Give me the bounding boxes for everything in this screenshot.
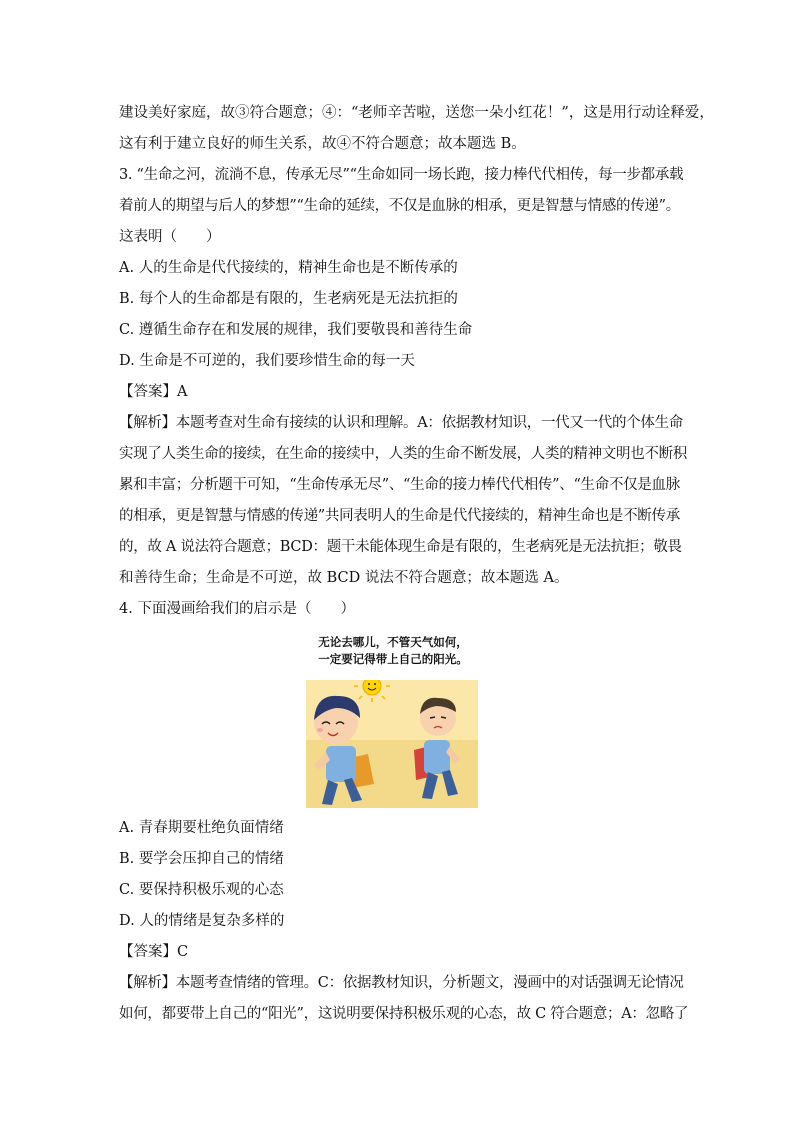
option-b: B. 要学会压抑自己的情绪	[119, 851, 284, 867]
answer-label: 【答案】A	[119, 384, 188, 400]
option-a: A. 青春期要杜绝负面情绪	[119, 820, 284, 836]
question-3-stem: 3. “生命之河，流淌不息，传承无尽”“生命如同一场长跑，接力棒代代相传，每一步都承载	[119, 167, 684, 183]
option-b: B. 每个人的生命都是有限的，生老病死是无法抗拒的	[119, 291, 458, 307]
comic-caption-line1: 无论去哪儿，不管天气如何，	[318, 635, 468, 649]
option-c: C. 要保持积极乐观的心态	[119, 882, 284, 898]
analysis-text: 累和丰富；分析题干可知，“生命传承无尽”、“生命的接力棒代代相传”、“生命不仅是血脉	[119, 477, 680, 493]
option-d: D. 生命是不可逆的，我们要珍惜生命的每一天	[119, 353, 415, 369]
text-line: 建设美好家庭，故③符合题意；④：“老师辛苦啦，送您一朵小红花！”，这是用行动诠释爱，	[119, 105, 714, 121]
comic-panel	[306, 680, 478, 808]
answer-label: 【答案】C	[119, 944, 189, 960]
text-line: 着前人的期望与后人的梦想”“生命的延续，不仅是血脉的相承，更是智慧与情感的传递”。	[119, 198, 680, 214]
text-line: 这有利于建立良好的师生关系，故④不符合题意；故本题选 B。	[119, 136, 526, 152]
option-d: D. 人的情绪是复杂多样的	[119, 913, 285, 929]
comic-illustration	[300, 628, 486, 810]
analysis-text: 的相承，更是智慧与情感的传递”共同表明人的生命是代代接续的，精神生命也是不断传承	[119, 508, 680, 524]
option-c: C. 遵循生命存在和发展的规律，我们要敬畏和善待生命	[119, 322, 473, 338]
analysis-text: 【解析】本题考查情绪的管理。C：依据教材知识，分析题文，漫画中的对话强调无论情况	[119, 975, 684, 991]
analysis-text: 【解析】本题考查对生命有接续的认识和理解。A：依据教材知识，一代又一代的个体生命	[119, 415, 683, 431]
analysis-text: 和善待生命；生命是不可逆，故 BCD 说法不符合题意；故本题选 A。	[119, 570, 569, 586]
option-a: A. 人的生命是代代接续的，精神生命也是不断传承的	[119, 260, 458, 276]
comic-caption-line2: 一定要记得带上自己的阳光。	[318, 652, 468, 666]
text-line: 这表明（ ）	[119, 229, 221, 245]
analysis-text: 的，故 A 说法符合题意；BCD：题干未能体现生命是有限的，生老病死是无法抗拒；敬畏	[119, 539, 682, 555]
analysis-text: 如何，都要带上自己的“阳光”，这说明要保持积极乐观的心态，故 C 符合题意；A：忽略了	[119, 1006, 689, 1022]
analysis-text: 实现了人类生命的接续，在生命的接续中，人类的生命不断发展，人类的精神文明也不断积	[119, 446, 687, 462]
question-4-stem: 4. 下面漫画给我们的启示是（ ）	[119, 601, 355, 617]
